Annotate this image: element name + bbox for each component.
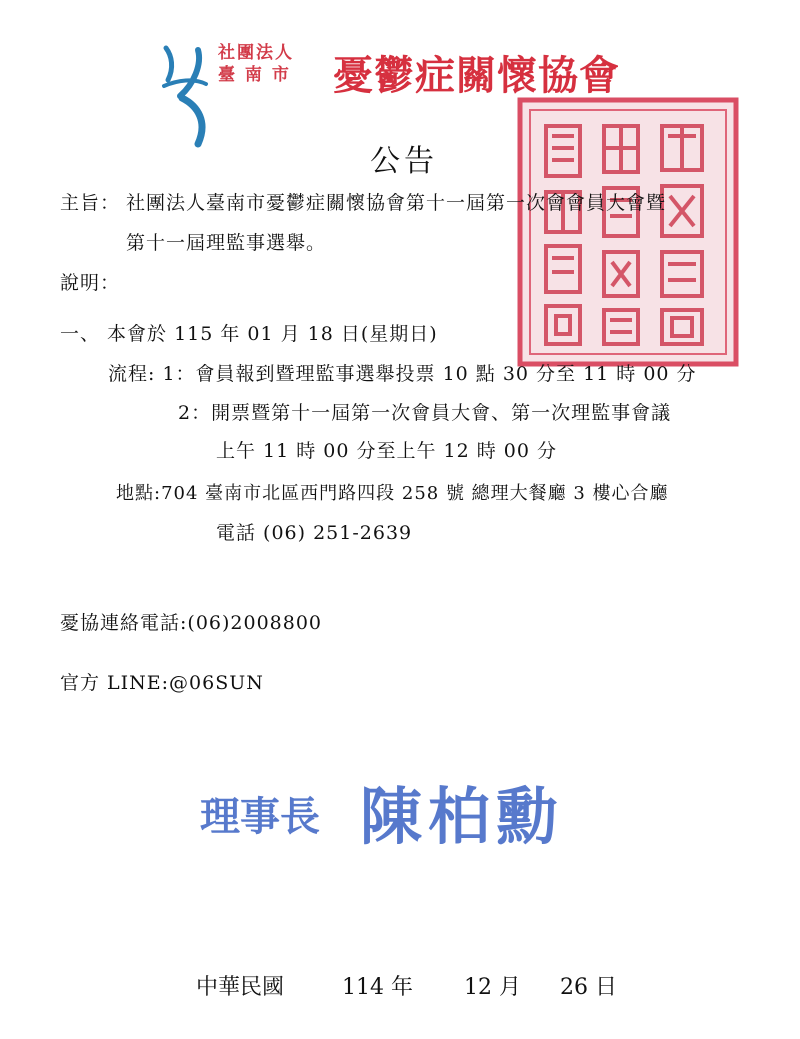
flow-step-2-time: 上午 11 時 00 分至上午 12 時 00 分: [216, 440, 558, 462]
red-association-seal: [516, 96, 740, 368]
subject-line-1: 社團法人臺南市憂鬱症關懷協會第十一屆第一次會會員大會暨: [126, 192, 667, 214]
chairman-signature-stamp: [200, 778, 620, 858]
org-name: 憂鬱症關懷協會: [333, 52, 620, 99]
item-1: 一、 本會於 115 年 01 月 18 日(星期日): [60, 323, 438, 345]
subject-label: 主旨：: [60, 192, 121, 214]
date-year: 114 年: [342, 975, 413, 1000]
org-prefix-line2: 臺 南 市: [218, 65, 291, 85]
date-month: 12 月: [464, 975, 521, 1000]
date-day: 26 日: [560, 975, 617, 1000]
explanation-label: 說明：: [60, 272, 121, 294]
page-title: 公告: [370, 144, 438, 179]
svg-text:理事長: 理事長: [200, 793, 320, 840]
org-prefix-line1: 社團法人: [218, 43, 294, 63]
venue-phone: 電話 (06) 251-2639: [216, 522, 413, 544]
flow-step-2: 2：開票暨第十一屆第一次會員大會、第一次理監事會議: [178, 402, 672, 424]
line-id: 官方 LINE:@06SUN: [60, 672, 264, 694]
flow-step-1: 流程: 1：會員報到暨理監事選舉投票 10 點 30 分至 11 時 00 分: [108, 363, 697, 385]
org-prefix: [218, 42, 328, 86]
subject-line-2: 第十一屆理監事選舉。: [126, 232, 327, 254]
contact-phone: 憂協連絡電話:(06)2008800: [60, 612, 323, 634]
svg-text:陳柏勳: 陳柏勳: [360, 780, 565, 853]
date-era: 中華民國: [196, 975, 285, 1000]
location: 地點:704 臺南市北區西門路四段 258 號 總理大餐廳 3 樓心合廳: [116, 483, 669, 504]
